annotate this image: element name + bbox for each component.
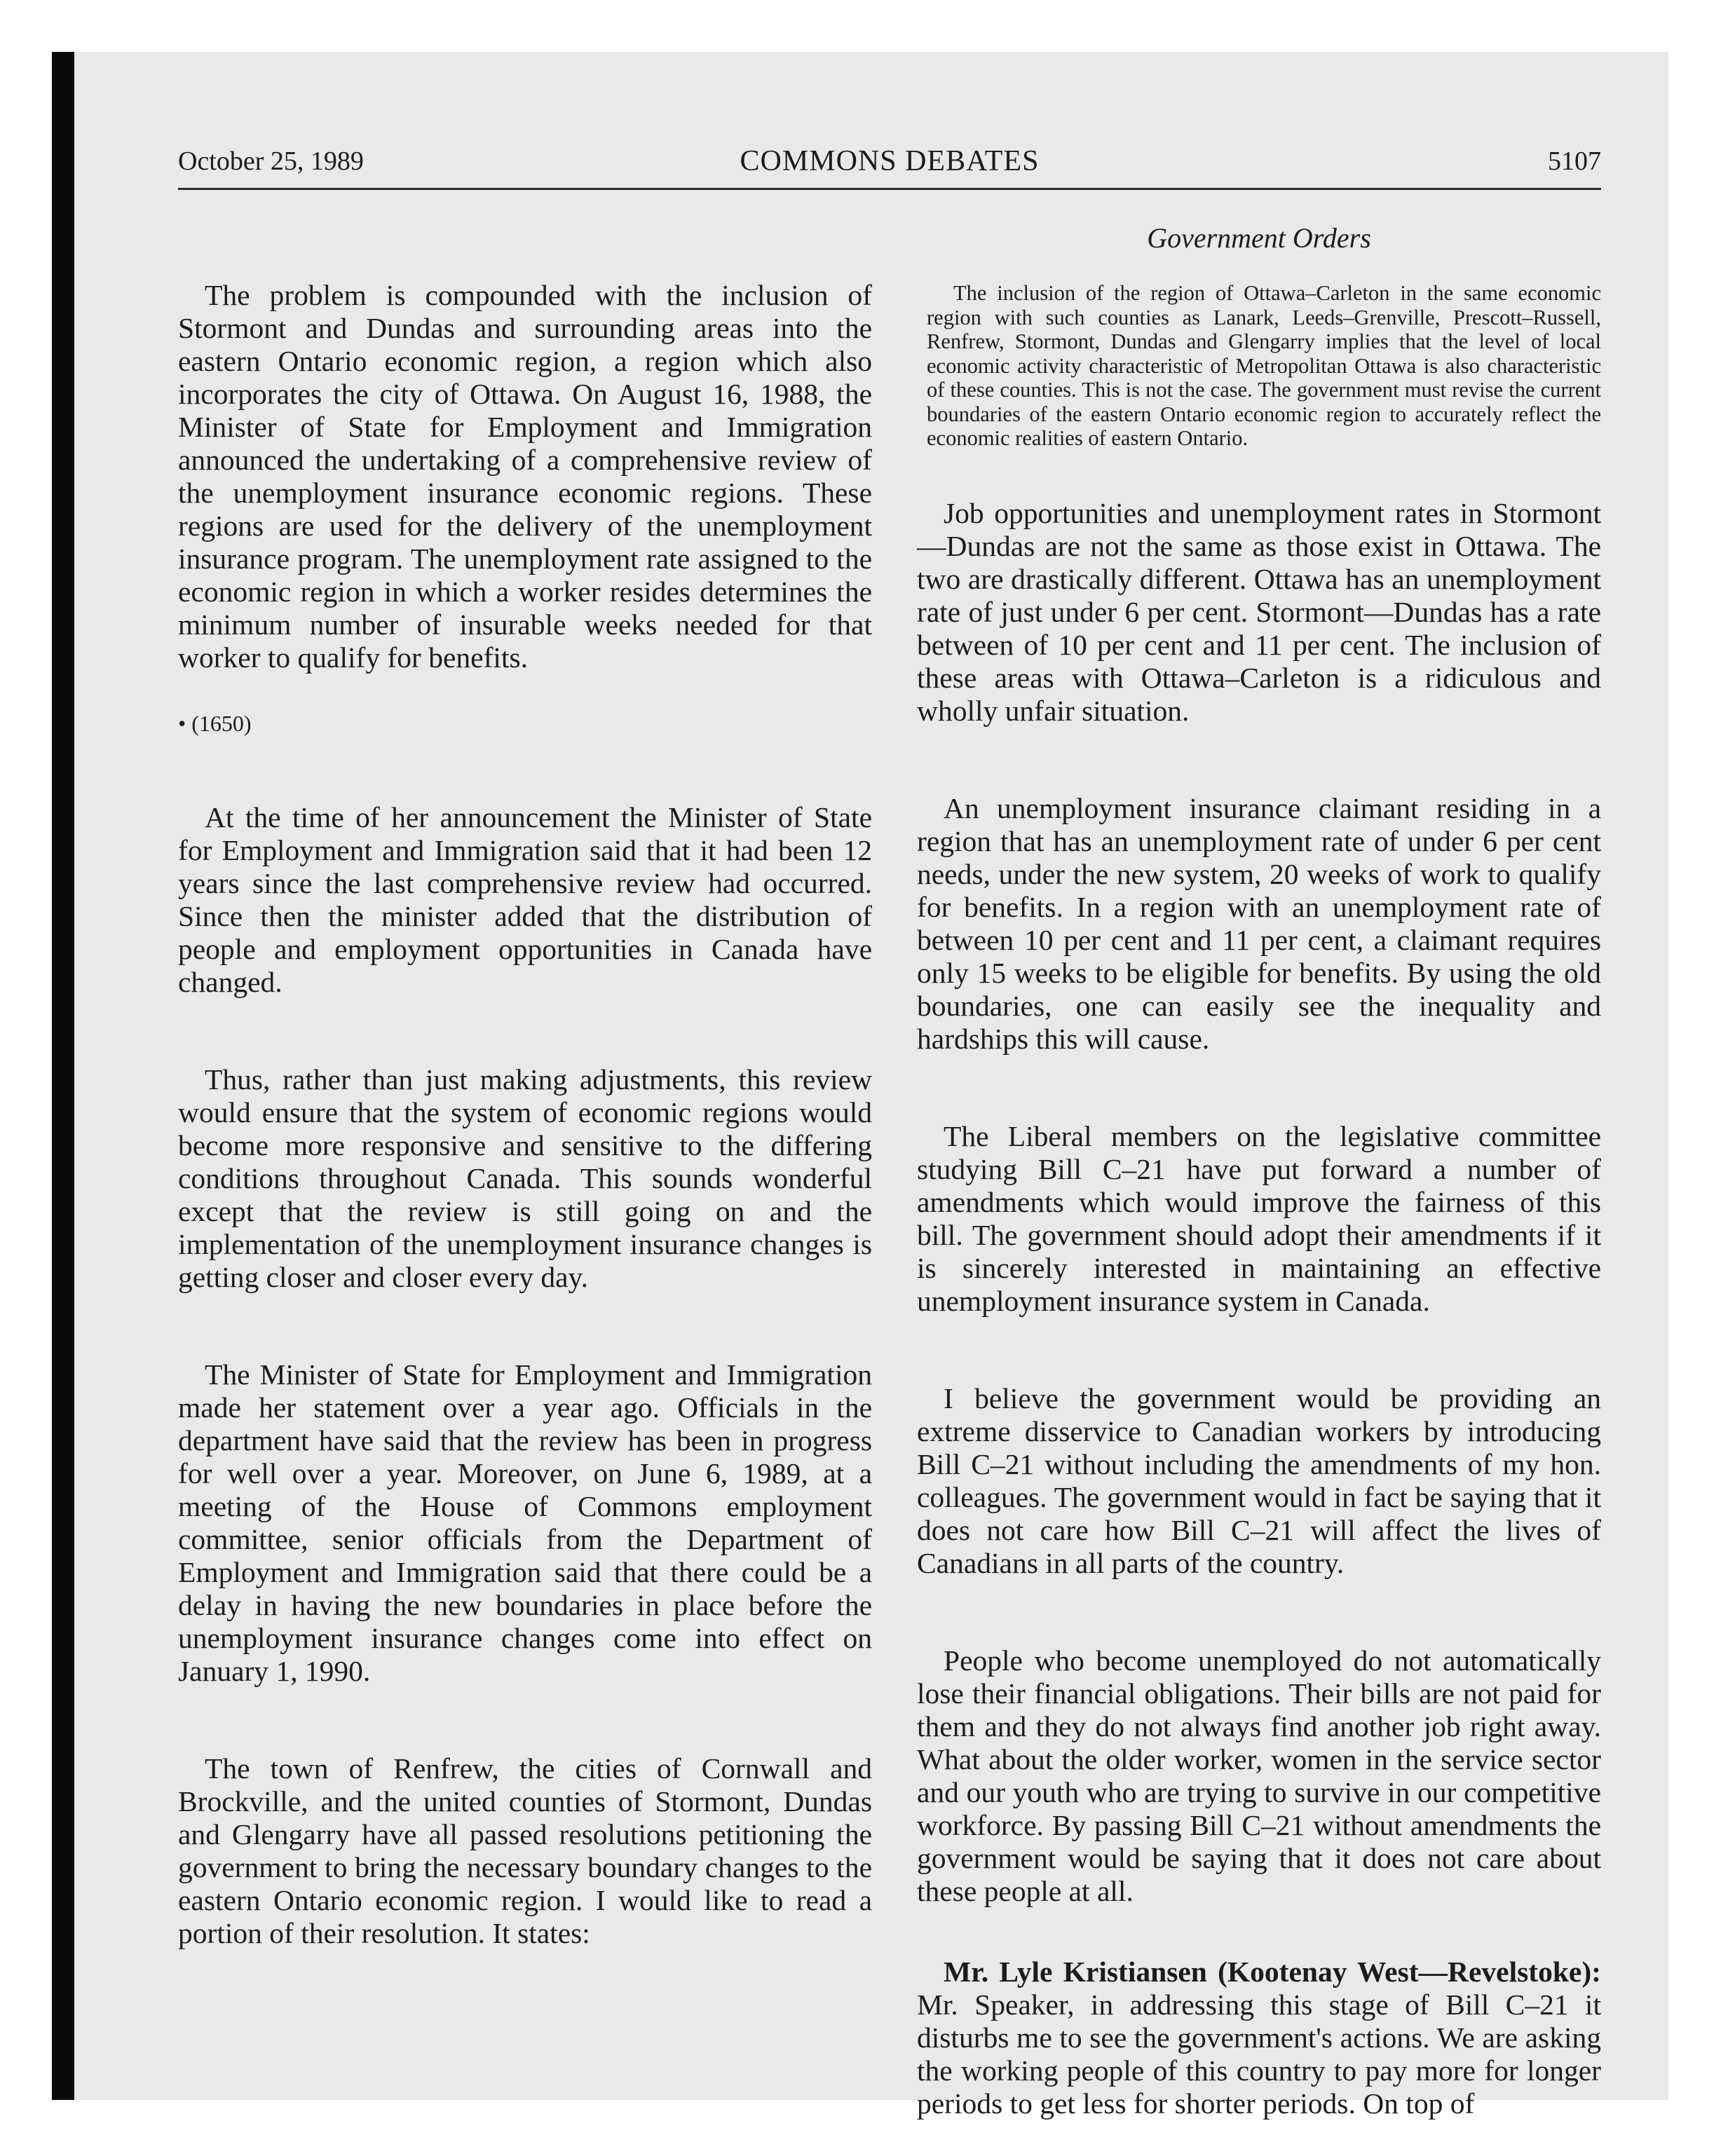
- section-heading: Government Orders: [1147, 222, 1371, 254]
- left-paragraph-1: The problem is compounded with the inclusion of Stormont and Dundas and surrounding areas into the eastern Ontario economic region, a region which also incorporates the city of Ottawa. On August 16, 1988, the Minister of State for Employment and Immigration announced the undertaking of a comprehensive review of the unemployment insurance economic regions. These regions are used for the delivery of the unemployment insurance program. The unemployment rate assigned to the economic region in which a worker resides determines the minimum number of insurable weeks needed for that worker to qualify for benefits.: [178, 279, 872, 674]
- speaker-name: Mr. Lyle Kristiansen (Kootenay West—Revelstoke):: [944, 1955, 1601, 1988]
- left-paragraph-4: The Minister of State for Employment and Immigration made her statement over a year ago. Officials in the department have said that the review has been in progress for well over a year. Moreover, on June 6, 1989, at a meeting of the House of Commons employment committee, senior officials from the Department of Employment and Immigration said that there could be a delay in having the new boundaries in place before the unemployment insurance changes come into effect on January 1, 1990.: [178, 1358, 872, 1687]
- quote-text: The inclusion of the region of Ottawa–Carleton in the same economic region with such counties as Lanark, Leeds–Grenville, Prescott–Russell, Renfrew, Stormont, Dundas and Glengarry implies that the level of local economic activity characteristic of Metropolitan Ottawa is also characteristic of these counties. This is not the case. The government must revise the current boundaries of the eastern Ontario economic region to accurately reflect the economic realities of eastern Ontario.: [927, 281, 1601, 450]
- time-marker: • (1650): [178, 711, 252, 736]
- right-paragraph-3: The Liberal members on the legislative committee studying Bill C–21 have put forward a number of amendments which would improve the fairness of this bill. The government should adopt their amendments if it is sincerely interested in maintaining an effective unemployment insurance system in Canada.: [917, 1119, 1601, 1317]
- speaker-text: Mr. Speaker, in addressing this stage of Bill C–21 it disturbs me to see the government's actions. We are asking the working people of this country to pay more for longer periods to get less for shorter periods. On top of: [917, 1988, 1601, 2120]
- header-rule: [178, 188, 1601, 190]
- left-paragraph-3: Thus, rather than just making adjustments, this review would ensure that the system of economic regions would become more responsive and sensitive to the differing conditions throughout Canada. This sounds wonderful except that the review is still going on and the implementation of the unemployment insurance changes is getting closer and closer every day.: [178, 1063, 872, 1293]
- page-header: [178, 143, 1601, 185]
- header-date: October 25, 1989: [178, 146, 364, 176]
- right-paragraph-5: People who become unemployed do not automatically lose their financial obligations. Their bills are not paid for them and they do not always find another job right away. What about the older worker, women in the service sector and our youth who are trying to survive in our competitive workforce. By passing Bill C–21 without amendments the government would be saying that it does not care about these people at all.: [917, 1644, 1601, 1907]
- right-paragraph-1: Job opportunities and unemployment rates in Stormont—Dundas are not the same as those exist in Ottawa. The two are drastically different. Ottawa has an unemployment rate of just under 6 per cent. Stormont—Dundas has a rate between of 10 per cent and 11 per cent. The inclusion of these areas with Ottawa–Carleton is a ridiculous and wholly unfair situation.: [917, 496, 1601, 727]
- left-paragraph-2: At the time of her announcement the Minister of State for Employment and Immigration said that it had been 12 years since the last comprehensive review had occurred. Since then the minister added that the distribution of people and employment opportunities in Canada have changed.: [178, 801, 872, 998]
- right-paragraph-4: I believe the government would be providing an extreme disservice to Canadian workers by introducing Bill C–21 without including the amendments of my hon. colleagues. The government would in fact be saying that it does not care how Bill C–21 will affect the lives of Canadians in all parts of the country.: [917, 1381, 1601, 1579]
- quoted-resolution: [917, 281, 1601, 451]
- header-page-number: 5107: [1548, 146, 1601, 176]
- header-title: COMMONS DEBATES: [740, 145, 1040, 177]
- speaker-paragraph: [917, 1956, 1601, 2120]
- left-paragraph-5: The town of Renfrew, the cities of Cornwall and Brockville, and the united counties of Stormont, Dundas and Glengarry have all passed resolutions petitioning the government to bring the necessary boundary changes to the eastern Ontario economic region. I would like to read a portion of their resolution. It states:: [178, 1752, 872, 1949]
- scan-edge-shadow: [52, 52, 74, 2100]
- left-column: [178, 279, 872, 1950]
- right-paragraph-2: An unemployment insurance claimant residing in a region that has an unemployment rate of under 6 per cent needs, under the new system, 20 weeks of work to qualify for benefits. In a region with an unemployment rate of between 10 per cent and 11 per cent, a claimant requires only 15 weeks to be eligible for benefits. By using the old boundaries, one can easily see the inequality and hardships this will cause.: [917, 791, 1601, 1055]
- right-column: [917, 221, 1601, 2120]
